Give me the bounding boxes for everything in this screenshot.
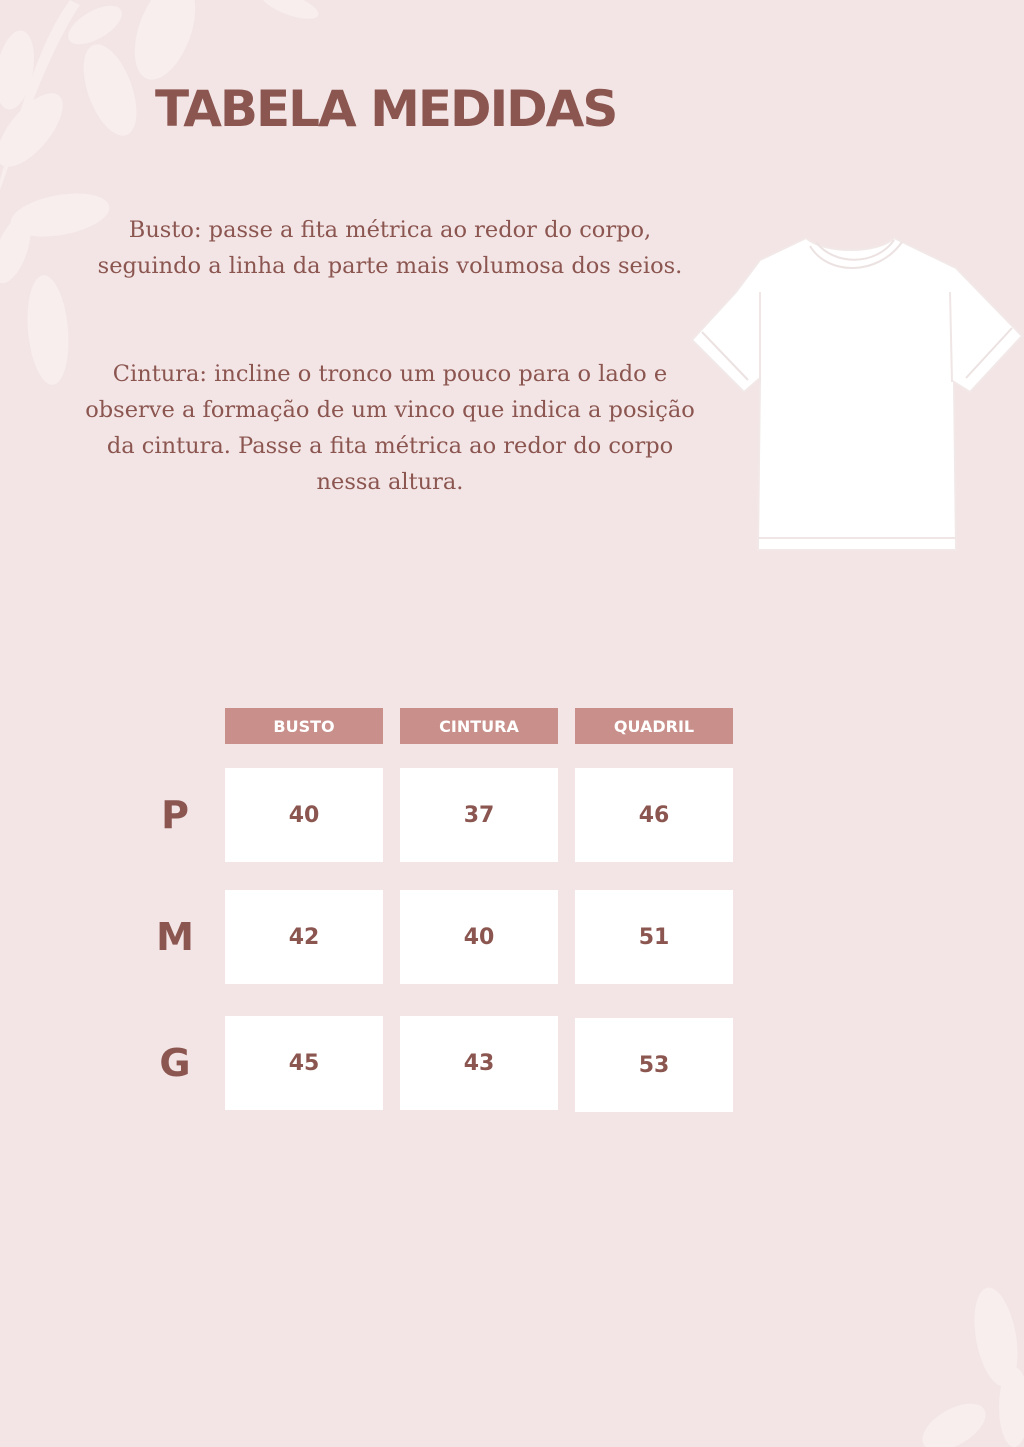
column-header-cintura: CINTURA [400, 708, 558, 744]
table-cell: 51 [575, 890, 733, 984]
column-header-quadril: QUADRIL [575, 708, 733, 744]
page-title: TABELA MEDIDAS [155, 80, 617, 138]
table-cell: 53 [575, 1018, 733, 1112]
leaf-decoration-icon [914, 1287, 1024, 1447]
size-label-g: G [159, 1041, 191, 1085]
table-cell: 37 [400, 768, 558, 862]
column-header-busto: BUSTO [225, 708, 383, 744]
table-cell: 40 [225, 768, 383, 862]
cintura-instructions: Cintura: incline o tronco um pouco para o lado e observe a formação de um vinco que indica a posição da cintura. Passe a fita métrica ao redor do corpo nessa altura. [85, 361, 695, 495]
table-cell: 42 [225, 890, 383, 984]
table-cell: 45 [225, 1016, 383, 1110]
size-label-m: M [156, 915, 194, 959]
leaf-decoration-icon [0, 0, 330, 400]
table-cell: 43 [400, 1016, 558, 1110]
size-label-p: P [161, 793, 189, 837]
table-cell: 46 [575, 768, 733, 862]
busto-instructions: Busto: passe a fita métrica ao redor do corpo, seguindo a linha da parte mais volumosa dos seios. [97, 217, 683, 279]
tshirt-icon [688, 232, 1024, 562]
table-cell: 40 [400, 890, 558, 984]
